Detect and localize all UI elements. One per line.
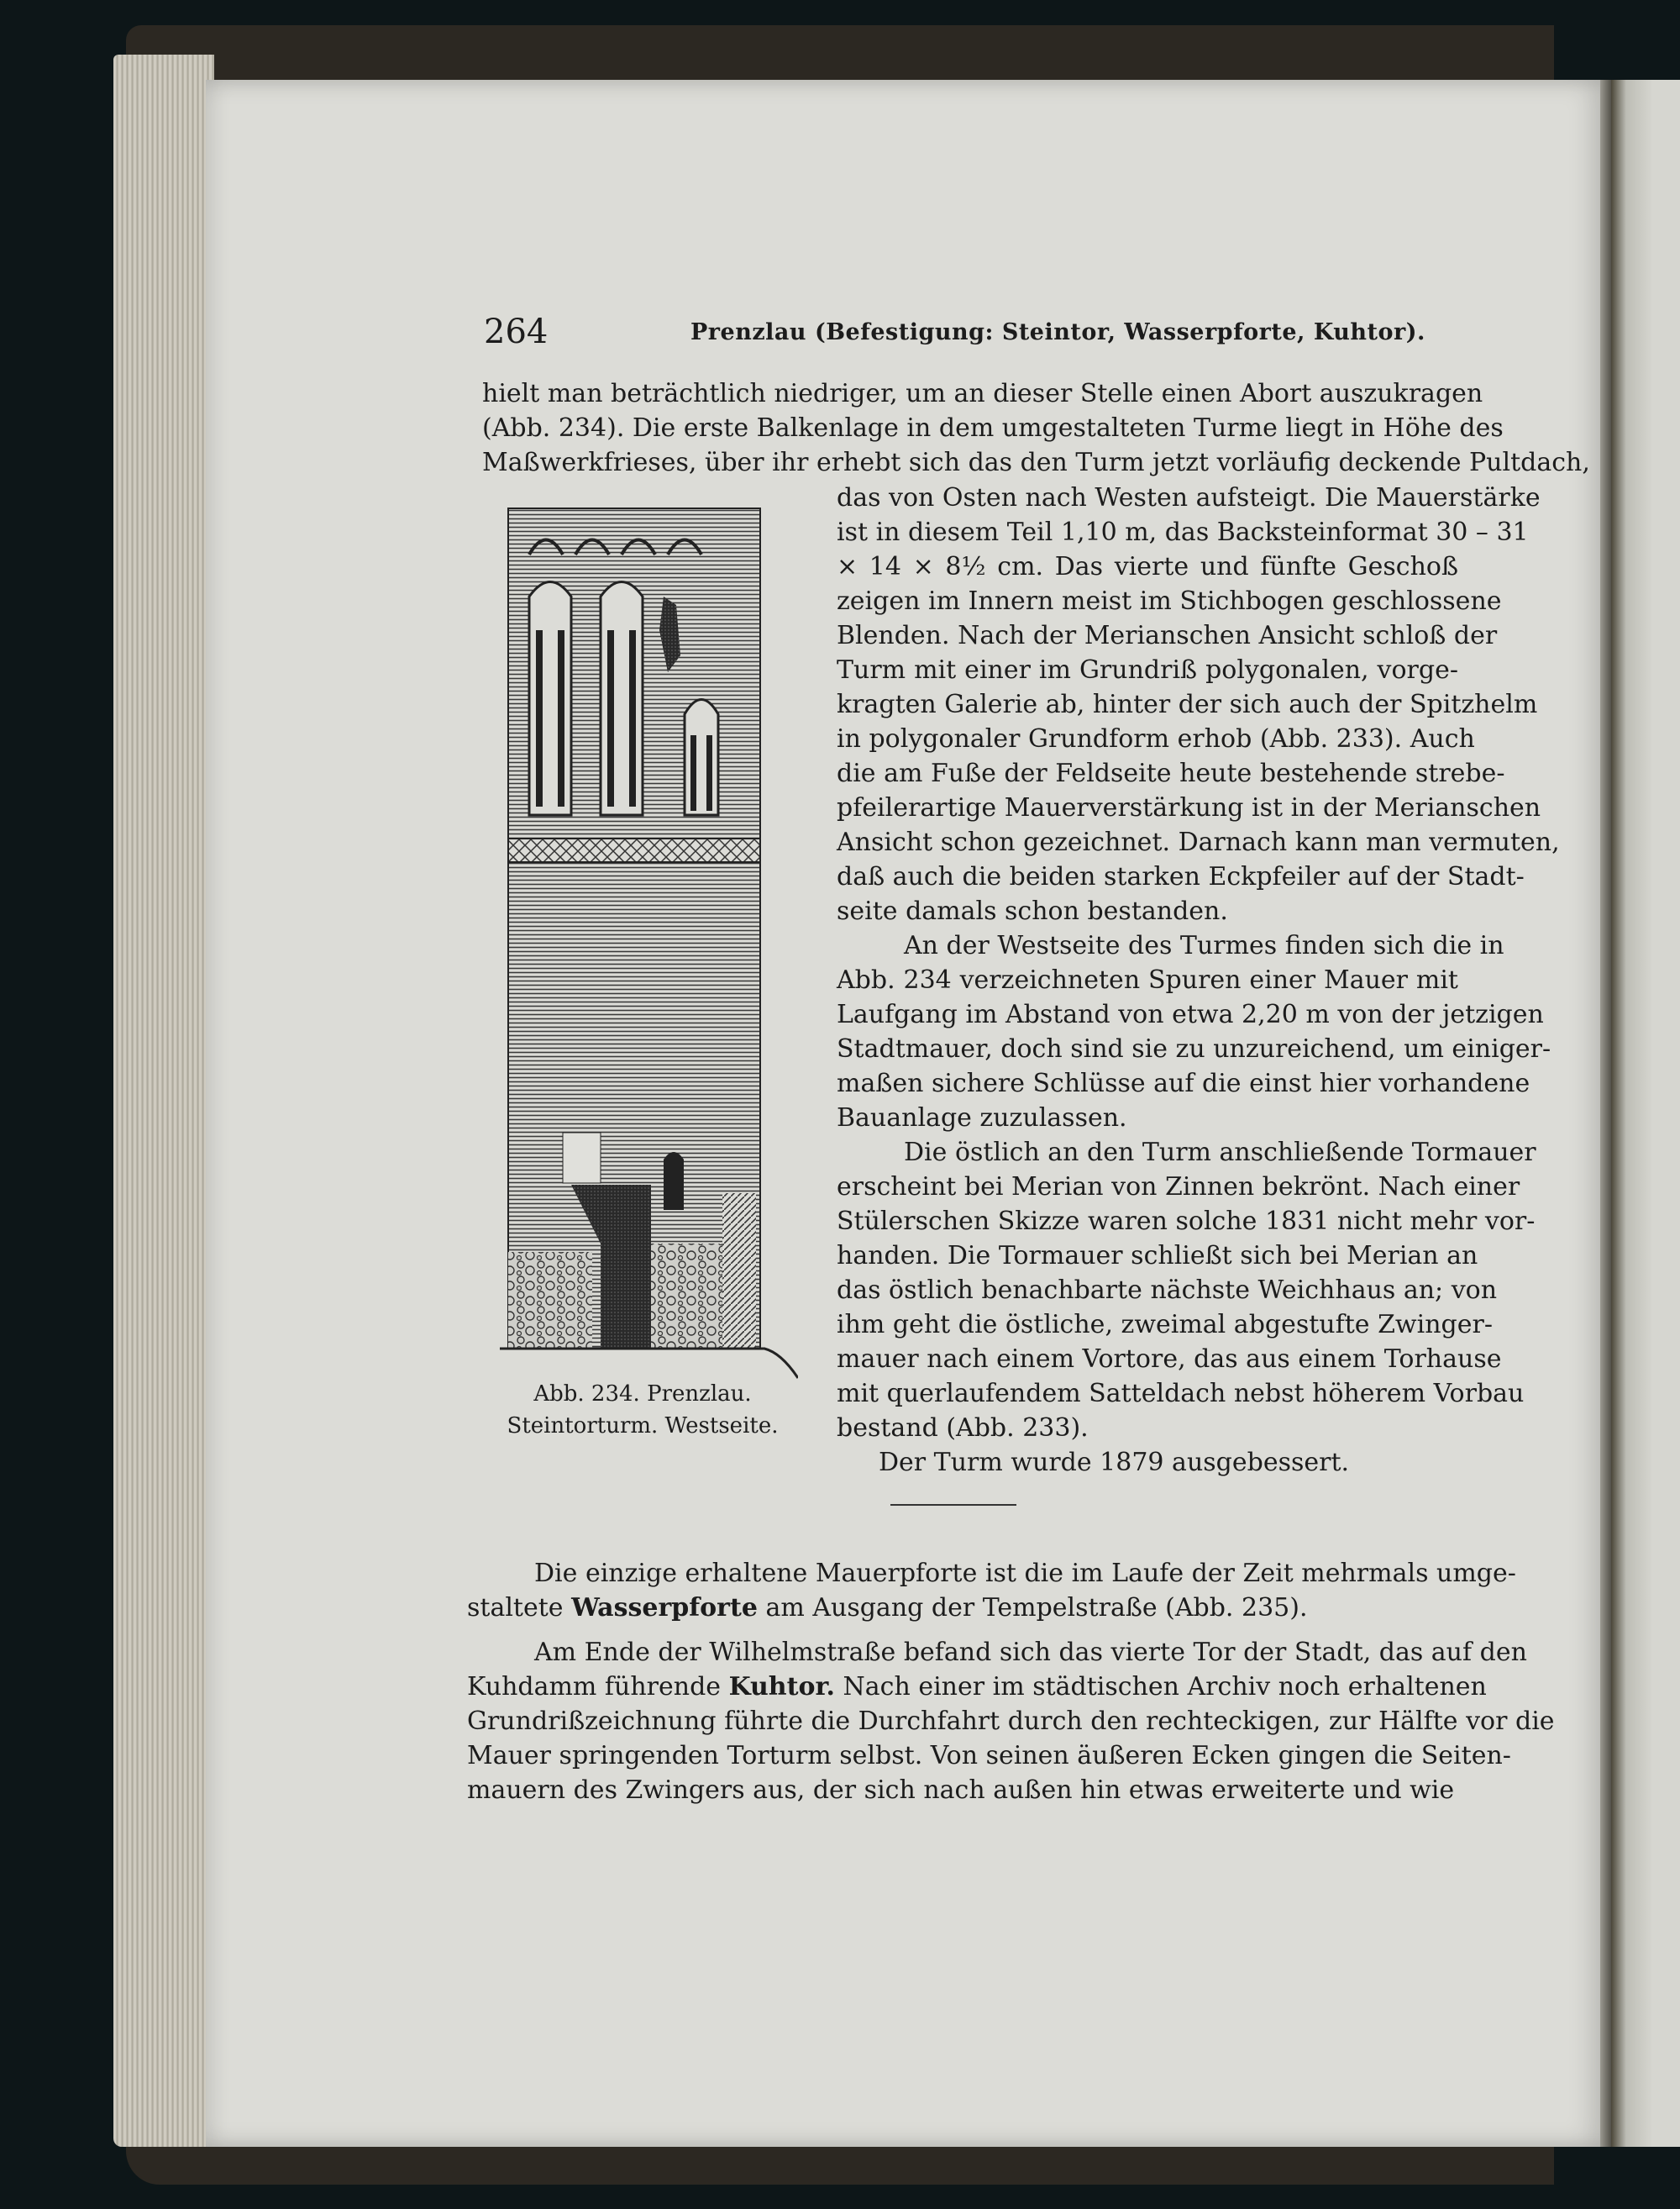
text-line: mit querlaufendem Satteldach nebst höherem Vorbau <box>837 1379 1525 1408</box>
text-line: Der Turm wurde 1879 ausgebessert. <box>879 1448 1350 1477</box>
text-line: (Abb. 234). Die erste Balkenlage in dem umgestalteten Turme liegt in Höhe des <box>482 413 1504 443</box>
text-line: Die einzige erhaltene Mauerpforte ist die im Laufe der Zeit mehrmals umge- <box>534 1559 1516 1588</box>
text-line: erscheint bei Merian von Zinnen bekrönt. Nach einer <box>837 1172 1520 1202</box>
text-line: seite damals schon bestanden. <box>837 897 1228 926</box>
text-line: maßen sichere Schlüsse auf die einst hier vorhandene <box>837 1069 1530 1098</box>
text-line <box>467 1591 1435 1625</box>
text-run: Nach einer im städtischen Archiv noch erhaltenen <box>834 1672 1487 1701</box>
next-page-edge <box>1611 80 1680 2147</box>
keyword-wasserpforte: Wasserpforte <box>571 1593 758 1623</box>
column-text <box>837 481 1560 1480</box>
text-line: Laufgang im Abstand von etwa 2,20 m von der jetzigen <box>837 1000 1544 1029</box>
text-line: Grundrißzeichnung führte die Durchfahrt durch den rechteckigen, zur Hälfte vor die <box>467 1707 1555 1736</box>
text-line: das von Osten nach Westen aufsteigt. Die Mauerstärke <box>837 483 1541 513</box>
caption-line: Steintorturm. Westseite. <box>507 1413 779 1438</box>
text-line: Turm mit einer im Grundriß polygonalen, vorge- <box>837 655 1458 685</box>
text-line: daß auch die beiden starken Eckpfeiler auf der Stadt- <box>837 862 1525 891</box>
text-line: kragten Galerie ab, hinter der sich auch der Spitzhelm <box>837 690 1538 719</box>
text-line: mauern des Zwingers aus, der sich nach außen hin etwas erweiterte und wie <box>467 1775 1455 1805</box>
text-line: die am Fuße der Feldseite heute bestehende strebe- <box>837 759 1505 788</box>
text-line <box>467 1670 1487 1704</box>
running-head: Prenzlau (Befestigung: Steintor, Wasserpforte, Kuhtor). <box>690 319 1425 345</box>
text-line: bestand (Abb. 233). <box>837 1413 1089 1443</box>
text-line: handen. Die Tormauer schließt sich bei Merian an <box>837 1241 1478 1270</box>
caption-line: Abb. 234. Prenzlau. <box>533 1381 752 1407</box>
top-text <box>482 376 1590 480</box>
text-line: Blenden. Nach der Merianschen Ansicht schloß der <box>837 621 1498 650</box>
text-run: Kuhdamm führende <box>467 1672 729 1701</box>
text-line: in polygonaler Grundform erhob (Abb. 233). Auch <box>837 724 1475 754</box>
text-line: An der Westseite des Turmes finden sich die in <box>904 931 1504 960</box>
page-edges <box>113 55 214 2147</box>
text-line: Bauanlage zuzulassen. <box>837 1103 1127 1133</box>
text-line: Stülerschen Skizze waren solche 1831 nicht mehr vor- <box>837 1207 1536 1236</box>
text-line: ist in diesem Teil 1,10 m, das Backsteinformat 30 – 31 <box>837 518 1529 547</box>
keyword-kuhtor: Kuhtor. <box>728 1672 835 1701</box>
text-line: Mauer springenden Torturm selbst. Von seinen äußeren Ecken gingen die Seiten- <box>467 1741 1511 1770</box>
text-line: Abb. 234 verzeichneten Spuren einer Mauer mit <box>837 965 1458 995</box>
text-line: Die östlich an den Turm anschließende Tormauer <box>904 1138 1536 1167</box>
page-number: 264 <box>484 313 549 351</box>
text-line: Stadtmauer, doch sind sie zu unzureichend, um einiger- <box>837 1034 1551 1064</box>
text-run: staltete <box>467 1593 572 1623</box>
text-line: Maßwerkfrieses, über ihr erhebt sich das den Turm jetzt vorläufig deckende Pultdach, <box>482 448 1590 477</box>
text-line: Ansicht schon gezeichnet. Darnach kann man vermuten, <box>837 828 1560 857</box>
bottom-text <box>467 1556 1555 1807</box>
figure-caption <box>504 1378 781 1442</box>
text-line: hielt man beträchtlich niedriger, um an dieser Stelle einen Abort auszukragen <box>482 379 1483 408</box>
text-line: Am Ende der Wilhelmstraße befand sich das vierte Tor der Stadt, das auf den <box>534 1638 1527 1667</box>
text-line: das östlich benachbarte nächste Weichhaus an; von <box>837 1275 1498 1305</box>
text-run: am Ausgang der Tempelstraße (Abb. 235). <box>757 1593 1308 1623</box>
tower-illustration <box>496 504 798 1395</box>
text-line: zeigen im Innern meist im Stichbogen geschlossene <box>837 586 1502 616</box>
tower-drawing <box>496 504 798 1395</box>
section-divider <box>890 1504 1016 1506</box>
text-line: ihm geht die östliche, zweimal abgestufte Zwinger- <box>837 1310 1493 1339</box>
text-line: × 14 × 8½ cm. Das vierte und fünfte Geschoß <box>837 552 1458 581</box>
text-line: pfeilerartige Mauerverstärkung ist in der Merianschen <box>837 793 1541 823</box>
text-line: mauer nach einem Vortore, das aus einem Torhause <box>837 1344 1502 1374</box>
